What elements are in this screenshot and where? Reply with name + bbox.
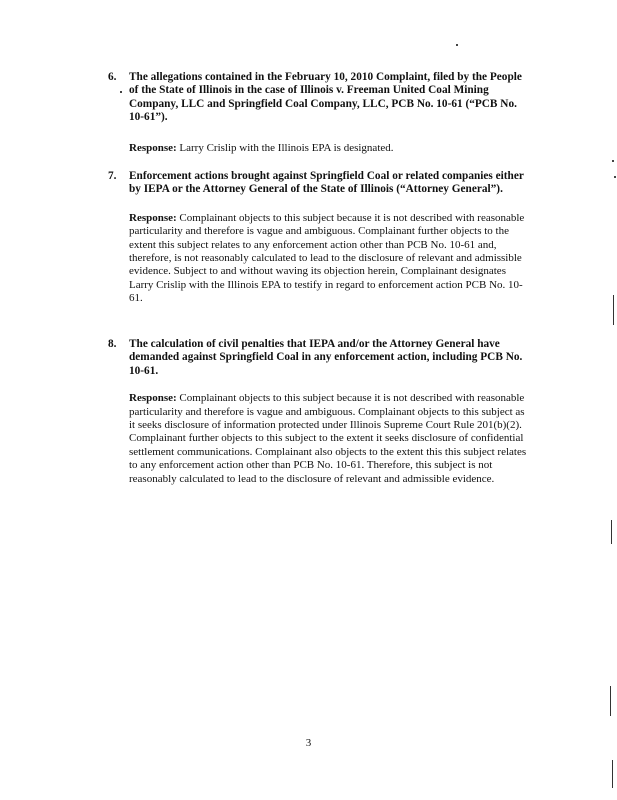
scan-speck (120, 91, 122, 93)
response-label: Response: (129, 141, 177, 154)
item-number: 6. (108, 71, 117, 83)
item-8 (108, 338, 528, 486)
response-paragraph (129, 212, 528, 306)
scan-speck (612, 160, 614, 162)
scan-artifact (613, 295, 614, 325)
item-6 (108, 71, 528, 155)
item-heading-text: The calculation of civil penalties that IEPA and/or the Attorney General have demanded against Springfield Coal in any enforcement action, including PCB No. 10-61. (129, 338, 523, 377)
item-number: 8. (108, 338, 117, 350)
page-number: 3 (305, 737, 312, 749)
scan-artifact (612, 760, 613, 788)
scan-speck (456, 44, 458, 46)
item-7 (108, 170, 528, 306)
response-text: Larry Crislip with the Illinois EPA is designated. (179, 141, 394, 154)
response-paragraph (129, 392, 528, 486)
response-text: Complainant objects to this subject because it is not described with reasonable particularity and therefore is vague and ambiguous. Complainant further objects to the extent this subject relates to any enforcement action other than PCB No. 10-61 and, therefore, is not reasonably calculated to lead to the disclosure of relevant and admissible evidence. Subject to and without waving its objection herein, Complainant designates Larry Crislip with the Illinois EPA to testify in regard to enforcement action PCB No. 10-61. (129, 211, 525, 305)
item-heading (108, 338, 528, 378)
item-heading (108, 170, 528, 197)
scan-speck (614, 176, 616, 178)
scan-artifact (611, 520, 612, 544)
response-label: Response: (129, 211, 177, 224)
item-heading-text: Enforcement actions brought against Springfield Coal or related companies either by IEPA or the Attorney General of the State of Illinois (“Attorney General”). (129, 170, 524, 196)
response-label: Response: (129, 392, 177, 405)
scan-artifact (610, 686, 611, 716)
response-paragraph (129, 142, 528, 155)
response-text: Complainant objects to this subject because it is not described with reasonable particularity and therefore is vague and ambiguous. Complainant objects to this subject as it seeks disclosure of information protected under Illinois Supreme Court Rule 201(b)(2). Complainant further objects to this subject to the extent it seeks disclosure of confidential settlement communications. Complainant also objects to the extent this this subject relates to any enforcement action other than PCB No. 10-61. Therefore, this subject is not reasonably calculated to lead to the disclosure of relevant and admissible evidence. (129, 392, 527, 485)
item-heading (108, 71, 528, 125)
item-number: 7. (108, 170, 117, 182)
item-heading-text: The allegations contained in the February 10, 2010 Complaint, filed by the People of the State of Illinois in the case of Illinois v. Freeman United Coal Mining Company, LLC and Springfield Coal Company, LLC, PCB No. 10-61 (“PCB No. 10-61”). (129, 71, 522, 124)
